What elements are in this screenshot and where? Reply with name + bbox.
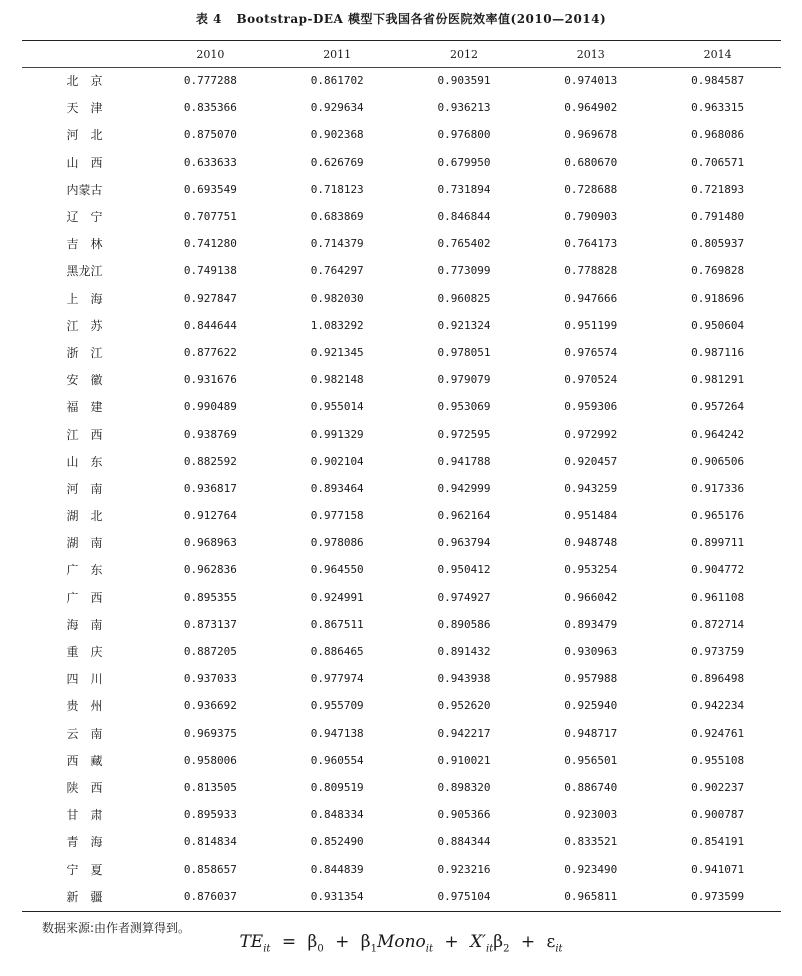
value-cell-2011: 0.852490	[310, 835, 364, 849]
value-cell-2010: 0.990489	[183, 400, 237, 414]
table-row	[22, 747, 781, 774]
value-cell-2012: 0.942999	[437, 481, 491, 495]
value-cell-2010: 0.887205	[183, 645, 237, 659]
province-cell: 山 东	[66, 454, 103, 469]
value-cell-2014: 0.900787	[691, 808, 745, 822]
value-cell-2010: 0.707751	[183, 210, 237, 224]
value-cell-2013: 0.964902	[564, 101, 618, 115]
value-cell-2010: 0.749138	[183, 264, 237, 278]
value-cell-2011: 0.931354	[310, 889, 364, 903]
province-cell: 黑龙江	[66, 264, 103, 279]
table-row	[22, 720, 781, 747]
value-cell-2010: 0.936692	[183, 699, 237, 713]
province-cell: 天 津	[66, 101, 103, 116]
value-cell-2012: 0.976800	[437, 128, 491, 142]
table-row	[22, 529, 781, 556]
value-cell-2014: 0.957264	[691, 400, 745, 414]
value-cell-2013: 0.951484	[564, 509, 618, 523]
formula-equals: =	[281, 932, 297, 952]
province-cell: 西 藏	[66, 753, 103, 768]
table-row	[22, 393, 781, 420]
value-cell-2011: 0.977158	[310, 509, 364, 523]
formula-beta0: β	[307, 932, 318, 952]
table-row	[22, 176, 781, 203]
table-row	[22, 448, 781, 475]
table-row	[22, 94, 781, 121]
value-cell-2014: 0.791480	[691, 210, 745, 224]
value-cell-2011: 0.921345	[310, 345, 364, 359]
table-label: 表 4	[195, 12, 222, 26]
province-cell: 重 庆	[66, 645, 103, 660]
value-cell-2014: 0.706571	[691, 155, 745, 169]
province-cell: 四 川	[66, 672, 103, 687]
value-cell-2013: 0.959306	[564, 400, 618, 414]
value-cell-2013: 0.956501	[564, 753, 618, 767]
formula-te-sub: it	[263, 943, 271, 955]
value-cell-2011: 0.714379	[310, 237, 364, 251]
value-cell-2013: 0.893479	[564, 617, 618, 631]
value-cell-2013: 0.790903	[564, 210, 618, 224]
table-row	[22, 121, 781, 148]
value-cell-2013: 0.925940	[564, 699, 618, 713]
value-cell-2012: 0.910021	[437, 753, 491, 767]
value-cell-2010: 0.969375	[183, 726, 237, 740]
value-cell-2011: 0.978086	[310, 536, 364, 550]
value-cell-2012: 0.936213	[437, 101, 491, 115]
value-cell-2012: 0.884344	[437, 835, 491, 849]
value-cell-2011: 0.886465	[310, 645, 364, 659]
value-cell-2010: 0.895355	[183, 590, 237, 604]
value-cell-2012: 0.960825	[437, 291, 491, 305]
table-row	[22, 692, 781, 719]
value-cell-2011: 0.848334	[310, 808, 364, 822]
province-cell: 甘 肃	[66, 808, 103, 823]
province-cell: 上 海	[66, 291, 103, 306]
formula-plus-2: +	[444, 932, 459, 952]
province-cell: 广 西	[66, 590, 103, 605]
value-cell-2011: 0.626769	[310, 155, 364, 169]
province-cell: 福 建	[66, 400, 103, 415]
header-cell-blank	[22, 41, 147, 67]
value-cell-2014: 0.902237	[691, 780, 745, 794]
value-cell-2010: 0.938769	[183, 427, 237, 441]
value-cell-2011: 0.947138	[310, 726, 364, 740]
value-cell-2010: 0.895933	[183, 808, 237, 822]
table-row	[22, 855, 781, 882]
value-cell-2013: 0.948717	[564, 726, 618, 740]
value-cell-2013: 0.972992	[564, 427, 618, 441]
value-cell-2011: 0.991329	[310, 427, 364, 441]
value-cell-2010: 0.937033	[183, 672, 237, 686]
value-cell-2011: 0.893464	[310, 481, 364, 495]
province-cell: 江 西	[66, 427, 103, 442]
value-cell-2014: 0.906506	[691, 454, 745, 468]
table-row	[22, 774, 781, 801]
table-row	[22, 665, 781, 692]
province-cell: 江 苏	[66, 318, 103, 333]
value-cell-2010: 0.844644	[183, 318, 237, 332]
value-cell-2014: 0.918696	[691, 291, 745, 305]
value-cell-2013: 0.951199	[564, 318, 618, 332]
province-cell: 广 东	[66, 563, 103, 578]
header-cell-2011: 2011	[323, 47, 352, 61]
table-row	[22, 366, 781, 393]
value-cell-2012: 0.979079	[437, 373, 491, 387]
header-cell-2010: 2010	[196, 47, 225, 61]
formula-mono-sub: it	[425, 943, 433, 955]
formula-te: TE	[239, 932, 264, 952]
value-cell-2013: 0.778828	[564, 264, 618, 278]
value-cell-2011: 0.982030	[310, 291, 364, 305]
value-cell-2012: 0.972595	[437, 427, 491, 441]
value-cell-2013: 0.965811	[564, 889, 618, 903]
value-cell-2010: 0.962836	[183, 563, 237, 577]
value-cell-2012: 0.963794	[437, 536, 491, 550]
table-row	[22, 149, 781, 176]
value-cell-2010: 0.814834	[183, 835, 237, 849]
value-cell-2011: 0.902368	[310, 128, 364, 142]
value-cell-2014: 0.917336	[691, 481, 745, 495]
table-body	[22, 67, 781, 910]
value-cell-2012: 0.905366	[437, 808, 491, 822]
table-bottom-rule	[22, 911, 781, 912]
value-cell-2011: 0.955709	[310, 699, 364, 713]
value-cell-2012: 0.898320	[437, 780, 491, 794]
province-cell: 河 南	[66, 481, 103, 496]
value-cell-2014: 0.805937	[691, 237, 745, 251]
value-cell-2010: 0.876037	[183, 889, 237, 903]
table-row	[22, 801, 781, 828]
table-caption	[0, 10, 802, 27]
header-cell-2013: 2013	[576, 47, 605, 61]
value-cell-2013: 0.833521	[564, 835, 618, 849]
header-cell-2014: 2014	[703, 47, 732, 61]
value-cell-2014: 0.941071	[691, 862, 745, 876]
value-cell-2014: 0.896498	[691, 672, 745, 686]
value-cell-2012: 0.975104	[437, 889, 491, 903]
value-cell-2014: 0.984587	[691, 74, 745, 88]
formula-x-sub: it	[486, 943, 494, 955]
formula-plus-3: +	[520, 932, 536, 952]
formula-beta1: β	[360, 932, 371, 952]
province-cell: 湖 北	[66, 509, 103, 524]
value-cell-2014: 0.872714	[691, 617, 745, 631]
value-cell-2014: 0.981291	[691, 373, 745, 387]
province-cell: 青 海	[66, 835, 103, 850]
value-cell-2013: 0.943259	[564, 481, 618, 495]
value-cell-2013: 0.886740	[564, 780, 618, 794]
value-cell-2014: 0.968086	[691, 128, 745, 142]
value-cell-2014: 0.950604	[691, 318, 745, 332]
table-row	[22, 475, 781, 502]
value-cell-2013: 0.976574	[564, 345, 618, 359]
province-cell: 山 西	[66, 155, 103, 170]
table-row	[22, 828, 781, 855]
value-cell-2014: 0.965176	[691, 509, 745, 523]
value-cell-2013: 0.920457	[564, 454, 618, 468]
value-cell-2010: 0.813505	[183, 780, 237, 794]
value-cell-2011: 0.764297	[310, 264, 364, 278]
value-cell-2013: 0.923003	[564, 808, 618, 822]
value-cell-2014: 0.854191	[691, 835, 745, 849]
value-cell-2013: 0.930963	[564, 645, 618, 659]
value-cell-2014: 0.973759	[691, 645, 745, 659]
value-cell-2013: 0.969678	[564, 128, 618, 142]
value-cell-2012: 0.731894	[437, 182, 491, 196]
value-cell-2014: 0.955108	[691, 753, 745, 767]
value-cell-2010: 0.882592	[183, 454, 237, 468]
value-cell-2011: 0.867511	[310, 617, 364, 631]
value-cell-2013: 0.728688	[564, 182, 618, 196]
value-cell-2010: 0.927847	[183, 291, 237, 305]
table-title: Bootstrap-DEA 模型下我国各省份医院效率值(2010—2014)	[236, 12, 607, 26]
value-cell-2012: 0.891432	[437, 645, 491, 659]
value-cell-2011: 0.861702	[310, 74, 364, 88]
province-cell: 吉 林	[66, 237, 103, 252]
value-cell-2011: 0.902104	[310, 454, 364, 468]
value-cell-2011: 0.929634	[310, 101, 364, 115]
formula-beta2: β	[493, 932, 504, 952]
value-cell-2014: 0.987116	[691, 345, 745, 359]
table-row	[22, 420, 781, 447]
regression-formula	[0, 932, 802, 954]
value-cell-2013: 0.948748	[564, 536, 618, 550]
value-cell-2010: 0.633633	[183, 155, 237, 169]
formula-mono: Mono	[376, 932, 426, 952]
value-cell-2012: 0.846844	[437, 210, 491, 224]
value-cell-2014: 0.721893	[691, 182, 745, 196]
value-cell-2012: 0.943938	[437, 672, 491, 686]
value-cell-2013: 0.974013	[564, 74, 618, 88]
value-cell-2010: 0.877622	[183, 345, 237, 359]
province-cell: 湖 南	[66, 536, 103, 551]
table-row	[22, 556, 781, 583]
value-cell-2013: 0.970524	[564, 373, 618, 387]
province-cell: 辽 宁	[66, 210, 103, 225]
province-cell: 陕 西	[66, 780, 103, 795]
value-cell-2011: 0.955014	[310, 400, 364, 414]
value-cell-2013: 0.947666	[564, 291, 618, 305]
table-row	[22, 339, 781, 366]
table-row	[22, 257, 781, 284]
value-cell-2012: 0.765402	[437, 237, 491, 251]
table-header-row	[22, 41, 781, 67]
value-cell-2010: 0.835366	[183, 101, 237, 115]
province-cell: 贵 州	[66, 699, 103, 714]
value-cell-2014: 0.924761	[691, 726, 745, 740]
value-cell-2012: 0.679950	[437, 155, 491, 169]
value-cell-2010: 0.958006	[183, 753, 237, 767]
table-row	[22, 584, 781, 611]
value-cell-2012: 0.953069	[437, 400, 491, 414]
province-cell: 安 徽	[66, 373, 103, 388]
table-row	[22, 883, 781, 910]
province-cell: 海 南	[66, 617, 103, 632]
value-cell-2011: 0.844839	[310, 862, 364, 876]
value-cell-2010: 0.873137	[183, 617, 237, 631]
province-cell: 云 南	[66, 726, 103, 741]
value-cell-2011: 1.083292	[310, 318, 364, 332]
value-cell-2014: 0.942234	[691, 699, 745, 713]
source-note: 数据来源:由作者测算得到。	[42, 921, 191, 935]
province-cell: 北 京	[66, 74, 103, 89]
value-cell-2012: 0.942217	[437, 726, 491, 740]
table-row	[22, 203, 781, 230]
value-cell-2012: 0.941788	[437, 454, 491, 468]
value-cell-2010: 0.931676	[183, 373, 237, 387]
value-cell-2011: 0.924991	[310, 590, 364, 604]
value-cell-2013: 0.764173	[564, 237, 618, 251]
value-cell-2011: 0.977974	[310, 672, 364, 686]
value-cell-2010: 0.741280	[183, 237, 237, 251]
value-cell-2010: 0.875070	[183, 128, 237, 142]
value-cell-2012: 0.950412	[437, 563, 491, 577]
value-cell-2012: 0.890586	[437, 617, 491, 631]
value-cell-2010: 0.693549	[183, 182, 237, 196]
table-row	[22, 312, 781, 339]
value-cell-2012: 0.903591	[437, 74, 491, 88]
formula-plus-1: +	[335, 932, 350, 952]
value-cell-2014: 0.973599	[691, 889, 745, 903]
formula-beta0-sub: 0	[317, 943, 324, 955]
value-cell-2013: 0.957988	[564, 672, 618, 686]
province-cell: 河 北	[66, 128, 103, 143]
province-cell: 宁 夏	[66, 862, 103, 877]
value-cell-2014: 0.769828	[691, 264, 745, 278]
value-cell-2010: 0.912764	[183, 509, 237, 523]
value-cell-2012: 0.773099	[437, 264, 491, 278]
table-row	[22, 502, 781, 529]
value-cell-2014: 0.964242	[691, 427, 745, 441]
formula-beta1-sub: 1	[370, 943, 377, 955]
value-cell-2010: 0.777288	[183, 74, 237, 88]
table-row	[22, 67, 781, 94]
value-cell-2010: 0.936817	[183, 481, 237, 495]
value-cell-2014: 0.899711	[691, 536, 745, 550]
value-cell-2013: 0.966042	[564, 590, 618, 604]
value-cell-2011: 0.982148	[310, 373, 364, 387]
value-cell-2012: 0.974927	[437, 590, 491, 604]
value-cell-2011: 0.718123	[310, 182, 364, 196]
value-cell-2012: 0.923216	[437, 862, 491, 876]
value-cell-2011: 0.683869	[310, 210, 364, 224]
formula-epsilon-sub: it	[555, 943, 563, 955]
value-cell-2013: 0.680670	[564, 155, 618, 169]
value-cell-2014: 0.963315	[691, 101, 745, 115]
value-cell-2012: 0.921324	[437, 318, 491, 332]
value-cell-2011: 0.960554	[310, 753, 364, 767]
table-row	[22, 611, 781, 638]
value-cell-2011: 0.964550	[310, 563, 364, 577]
value-cell-2012: 0.962164	[437, 509, 491, 523]
value-cell-2014: 0.961108	[691, 590, 745, 604]
value-cell-2012: 0.952620	[437, 699, 491, 713]
value-cell-2011: 0.809519	[310, 780, 364, 794]
province-cell: 新 疆	[66, 889, 103, 904]
header-cell-2012: 2012	[449, 47, 478, 61]
table-row	[22, 638, 781, 665]
efficiency-table	[22, 41, 781, 910]
value-cell-2012: 0.978051	[437, 345, 491, 359]
province-cell: 内蒙古	[66, 182, 103, 197]
value-cell-2014: 0.904772	[691, 563, 745, 577]
value-cell-2013: 0.953254	[564, 563, 618, 577]
formula-x: X′	[470, 932, 487, 952]
formula-epsilon: ε	[546, 932, 556, 952]
value-cell-2010: 0.968963	[183, 536, 237, 550]
table-row	[22, 285, 781, 312]
formula-beta2-sub: 2	[503, 943, 510, 955]
province-cell: 浙 江	[66, 345, 103, 360]
table-row	[22, 230, 781, 257]
value-cell-2013: 0.923490	[564, 862, 618, 876]
value-cell-2010: 0.858657	[183, 862, 237, 876]
